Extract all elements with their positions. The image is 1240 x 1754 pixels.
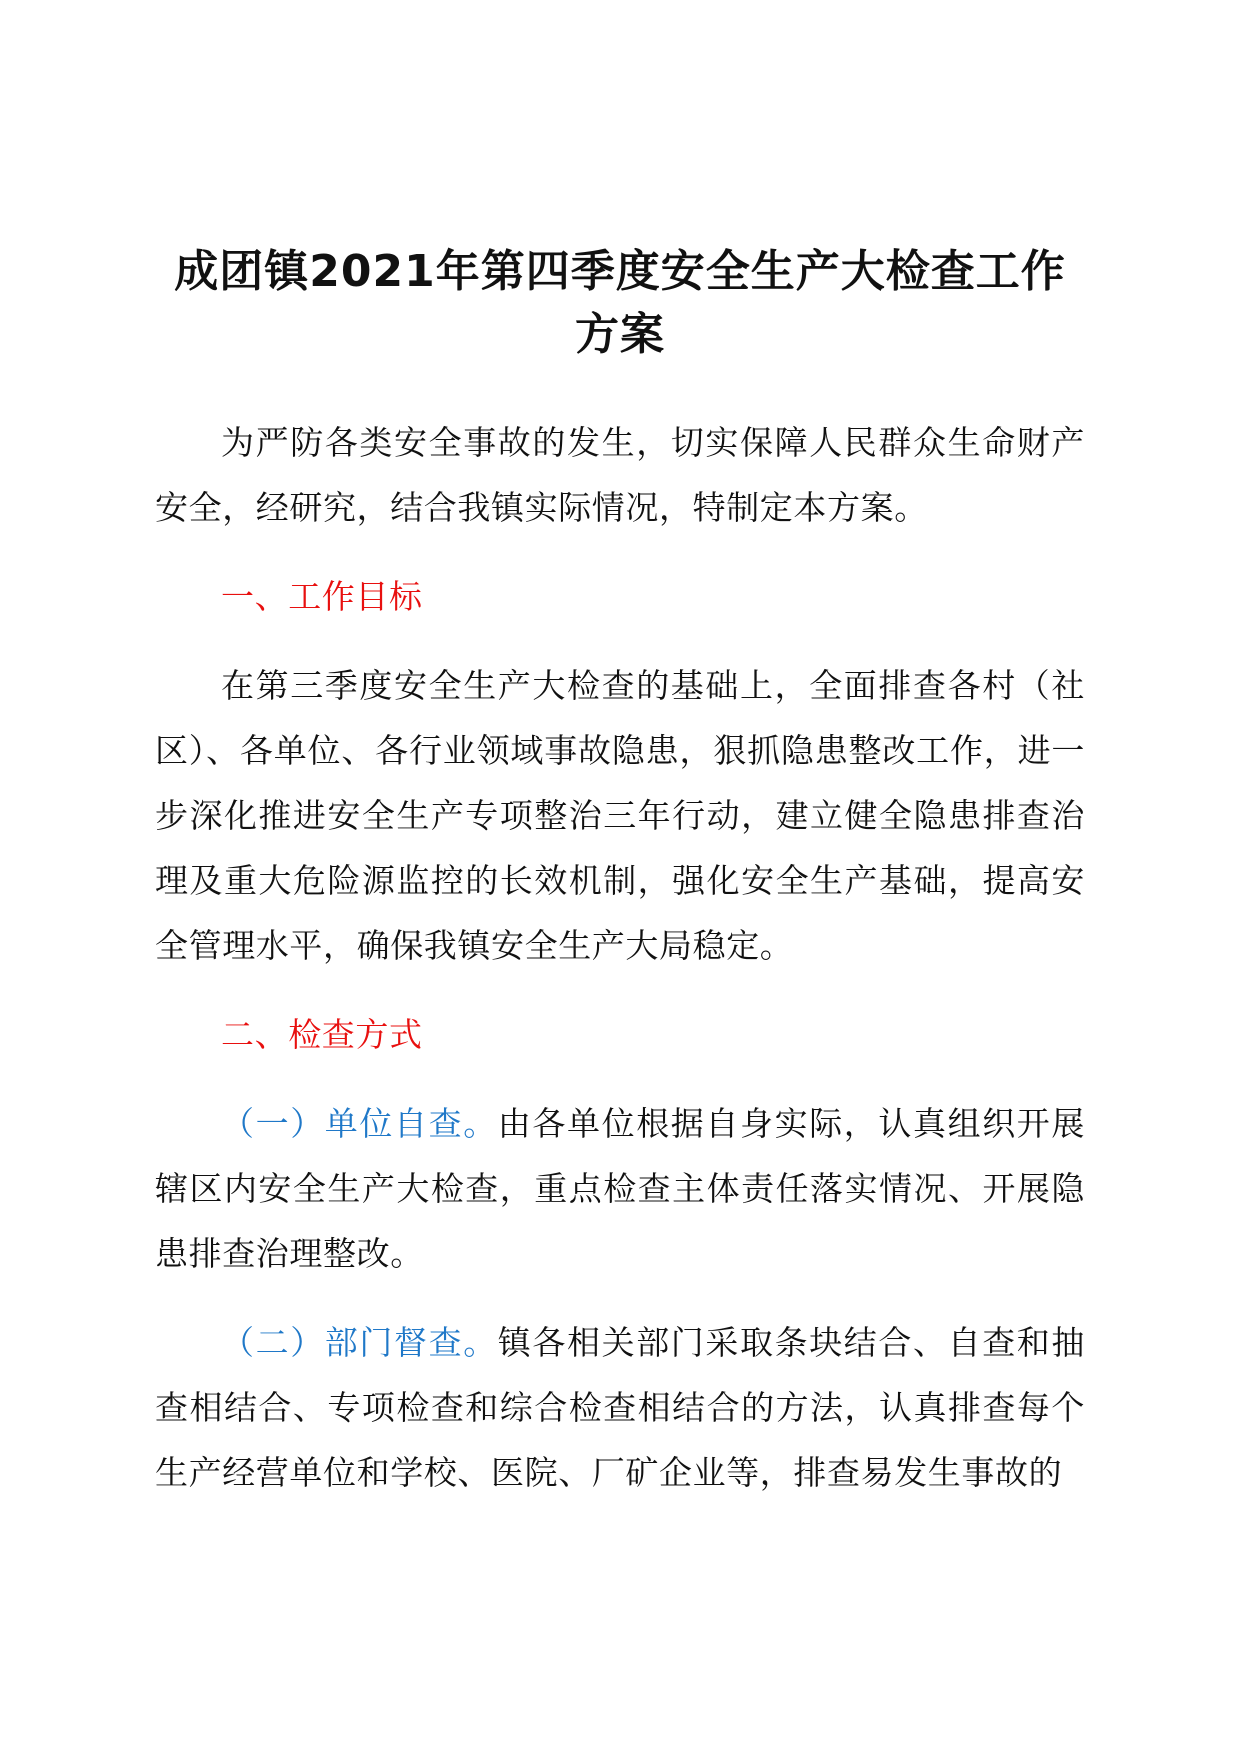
method-item-body: 由各单位根据自身实际，认真组织开展辖区内安全生产大检查，重点检查主体责任落实情况、开展隐患排查治理整改。 bbox=[155, 1104, 1085, 1273]
section-heading-goals: 一、工作目标 bbox=[221, 577, 423, 616]
method-item-department-check bbox=[155, 1310, 1085, 1505]
method-item-body: 镇各相关部门采取条块结合、自查和抽查相结合、专项检查和综合检查相结合的方法，认真排查每个生产经营单位和学校、医院、厂矿企业等，排查易发生事故的 bbox=[155, 1323, 1085, 1492]
intro-paragraph: 为严防各类安全事故的发生，切实保障人民群众生命财产安全，经研究，结合我镇实际情况，特制定本方案。 bbox=[155, 423, 1085, 527]
method-item-lead: （二）部门督查。 bbox=[221, 1323, 498, 1362]
goals-paragraph: 在第三季度安全生产大检查的基础上，全面排查各村（社区）、各单位、各行业领域事故隐患，狠抓隐患整改工作，进一步深化推进安全生产专项整治三年行动，建立健全隐患排查治理及重大危险源监控的长效机制，强化安全生产基础，提高安全管理水平，确保我镇安全生产大局稳定。 bbox=[155, 666, 1085, 965]
section-heading-methods: 二、检查方式 bbox=[221, 1015, 423, 1054]
method-item-lead: （一）单位自查。 bbox=[221, 1104, 498, 1143]
document-page bbox=[155, 240, 1085, 1505]
document-title: 成团镇2021年第四季度安全生产大检查工作方案 bbox=[174, 246, 1066, 360]
method-item-self-check bbox=[155, 1091, 1085, 1286]
